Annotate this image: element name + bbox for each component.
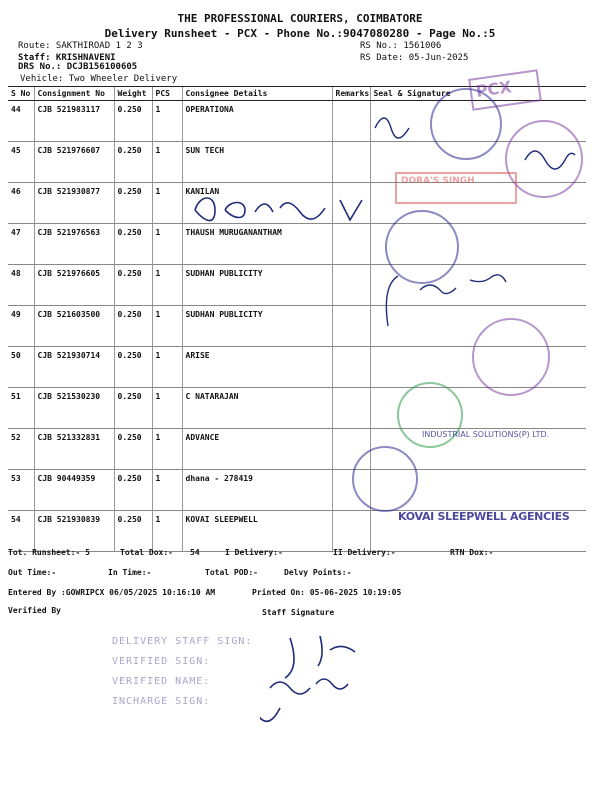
total-dox-value: 54	[190, 548, 200, 557]
bank-seal-stamp	[430, 88, 502, 160]
cell-remarks	[332, 511, 370, 552]
col-header-remarks: Remarks	[332, 87, 370, 101]
kovai-agency-stamp: KOVAI SLEEPWELL AGENCIES	[398, 510, 570, 523]
in-time: In Time:-	[108, 568, 152, 577]
cell-consignment-no: CJB 521976607	[34, 142, 114, 183]
handwritten-signature-46	[180, 188, 410, 228]
cell-pcs: 1	[152, 470, 182, 511]
route-label: Route: SAKTHIROAD 1 2 3	[18, 41, 143, 51]
cell-consignee: SUDHAN PUBLICITY	[182, 265, 332, 306]
cell-sno: 54	[8, 511, 34, 552]
meta-right	[360, 40, 468, 64]
ii-delivery: II Delivery:-	[333, 548, 396, 557]
vehicle-label: Vehicle: Two Wheeler Delivery	[20, 74, 178, 84]
cell-consignee: ADVANCE	[182, 429, 332, 470]
tot-runsheet: Tot. Runsheet:- 5	[8, 548, 90, 557]
cell-consignment-no: CJB 521930877	[34, 183, 114, 224]
cell-remarks	[332, 101, 370, 142]
i-delivery: I Delivery:-	[225, 548, 283, 557]
handwritten-signature-45	[520, 140, 580, 170]
incharge-sign-line: INCHARGE SIGN:	[112, 696, 211, 707]
entered-by: Entered By :GOWRIPCX 06/05/2025 10:16:10 AM	[8, 588, 216, 597]
cell-weight: 0.250	[114, 265, 152, 306]
cell-remarks	[332, 388, 370, 429]
cell-consignment-no: CJB 521530230	[34, 388, 114, 429]
meta-left	[18, 40, 143, 64]
cell-consignment-no: CJB 521930714	[34, 347, 114, 388]
cell-pcs: 1	[152, 183, 182, 224]
rtn-dox: RTN Dox:-	[450, 548, 494, 557]
cell-pcs: 1	[152, 101, 182, 142]
cell-remarks	[332, 224, 370, 265]
cell-sno: 48	[8, 265, 34, 306]
cell-consignment-no: CJB 521332831	[34, 429, 114, 470]
staff-signature: Staff Signature	[262, 608, 335, 617]
cell-remarks	[332, 142, 370, 183]
delivery-block-signatures	[260, 628, 380, 728]
rs-number: RS No.: 1561006	[360, 41, 442, 51]
verified-name-line: VERIFIED NAME:	[112, 676, 211, 687]
cell-consignment-no: CJB 90449359	[34, 470, 114, 511]
delvy-points: Delvy Points:-	[284, 568, 352, 577]
runsheet-subtitle: Delivery Runsheet - PCX - Phone No.:9047080280 - Page No.:5	[104, 27, 496, 40]
kanilan-stamp: DORA'S SINGH	[395, 172, 517, 204]
cell-pcs: 1	[152, 224, 182, 265]
cell-pcs: 1	[152, 429, 182, 470]
cell-weight: 0.250	[114, 429, 152, 470]
total-pod: Total POD:-	[205, 568, 258, 577]
industrial-solutions-text: INDUSTRIAL SOLUTIONS(P) LTD.	[422, 430, 550, 439]
rs-date: RS Date: 05-Jun-2025	[360, 53, 469, 63]
cell-pcs: 1	[152, 388, 182, 429]
out-time: Out Time:-	[8, 568, 57, 577]
staff-label: Staff: KRISHNAVENI	[18, 53, 116, 63]
cell-sno: 52	[8, 429, 34, 470]
cell-sno: 47	[8, 224, 34, 265]
cell-consignee: dhana - 278419	[182, 470, 332, 511]
cell-weight: 0.250	[114, 183, 152, 224]
total-dox: Total Dox:-	[120, 548, 173, 557]
cell-weight: 0.250	[114, 511, 152, 552]
table-row	[8, 224, 586, 265]
cell-sno: 45	[8, 142, 34, 183]
pcx-stamp: PCX	[468, 69, 542, 110]
cell-sno: 51	[8, 388, 34, 429]
cell-consignee: ARISE	[182, 347, 332, 388]
verified-by: Verified By	[8, 606, 61, 615]
cell-sno: 46	[8, 183, 34, 224]
col-header-consignee: Consignee Details	[182, 87, 332, 101]
cell-weight: 0.250	[114, 101, 152, 142]
drs-number: DRS No.: DCJB156100605	[18, 62, 138, 72]
cell-consignee: OPERATIONA	[182, 101, 332, 142]
cell-consignee: KANILAN	[182, 183, 332, 224]
col-header-pcs: PCS	[152, 87, 182, 101]
cell-consignee: C NATARAJAN	[182, 388, 332, 429]
cell-sno: 49	[8, 306, 34, 347]
cell-weight: 0.250	[114, 224, 152, 265]
cell-pcs: 1	[152, 265, 182, 306]
handwritten-signature-44	[370, 110, 420, 140]
cell-pcs: 1	[152, 306, 182, 347]
cell-remarks	[332, 347, 370, 388]
cell-consignment-no: CJB 521983117	[34, 101, 114, 142]
cell-pcs: 1	[152, 142, 182, 183]
cell-consignee: KOVAI SLEEPWELL	[182, 511, 332, 552]
col-header-seal: Seal & Signature	[370, 87, 586, 101]
col-header-weight: Weight	[114, 87, 152, 101]
delivery-staff-sign-line: DELIVERY STAFF SIGN:	[112, 636, 253, 647]
cell-remarks	[332, 265, 370, 306]
cell-consignment-no: CJB 521930839	[34, 511, 114, 552]
cell-consignee: SUDHAN PUBLICITY	[182, 306, 332, 347]
cell-sno: 50	[8, 347, 34, 388]
cell-weight: 0.250	[114, 142, 152, 183]
col-header-consignment: Consignment No	[34, 87, 114, 101]
cell-weight: 0.250	[114, 388, 152, 429]
printed-on: Printed On: 05-06-2025 10:19:05	[252, 588, 402, 597]
cell-weight: 0.250	[114, 470, 152, 511]
cell-consignment-no: CJB 521976563	[34, 224, 114, 265]
cell-remarks	[332, 306, 370, 347]
advance-seal-stamp	[352, 446, 418, 512]
cell-consignment-no: CJB 521603500	[34, 306, 114, 347]
table-row	[8, 470, 586, 511]
col-header-sno: S No	[8, 87, 34, 101]
handwritten-signature-48	[380, 260, 530, 340]
cell-consignment-no: CJB 521976605	[34, 265, 114, 306]
verified-sign-line: VERIFIED SIGN:	[112, 656, 211, 667]
cell-pcs: 1	[152, 511, 182, 552]
cell-sno: 44	[8, 101, 34, 142]
cell-consignee: SUN TECH	[182, 142, 332, 183]
cell-consignee: THAUSH MURUGANANTHAM	[182, 224, 332, 265]
cell-pcs: 1	[152, 347, 182, 388]
cell-sno: 53	[8, 470, 34, 511]
cell-weight: 0.250	[114, 306, 152, 347]
cell-weight: 0.250	[114, 347, 152, 388]
company-title: THE PROFESSIONAL COURIERS, COIMBATORE	[177, 12, 423, 25]
